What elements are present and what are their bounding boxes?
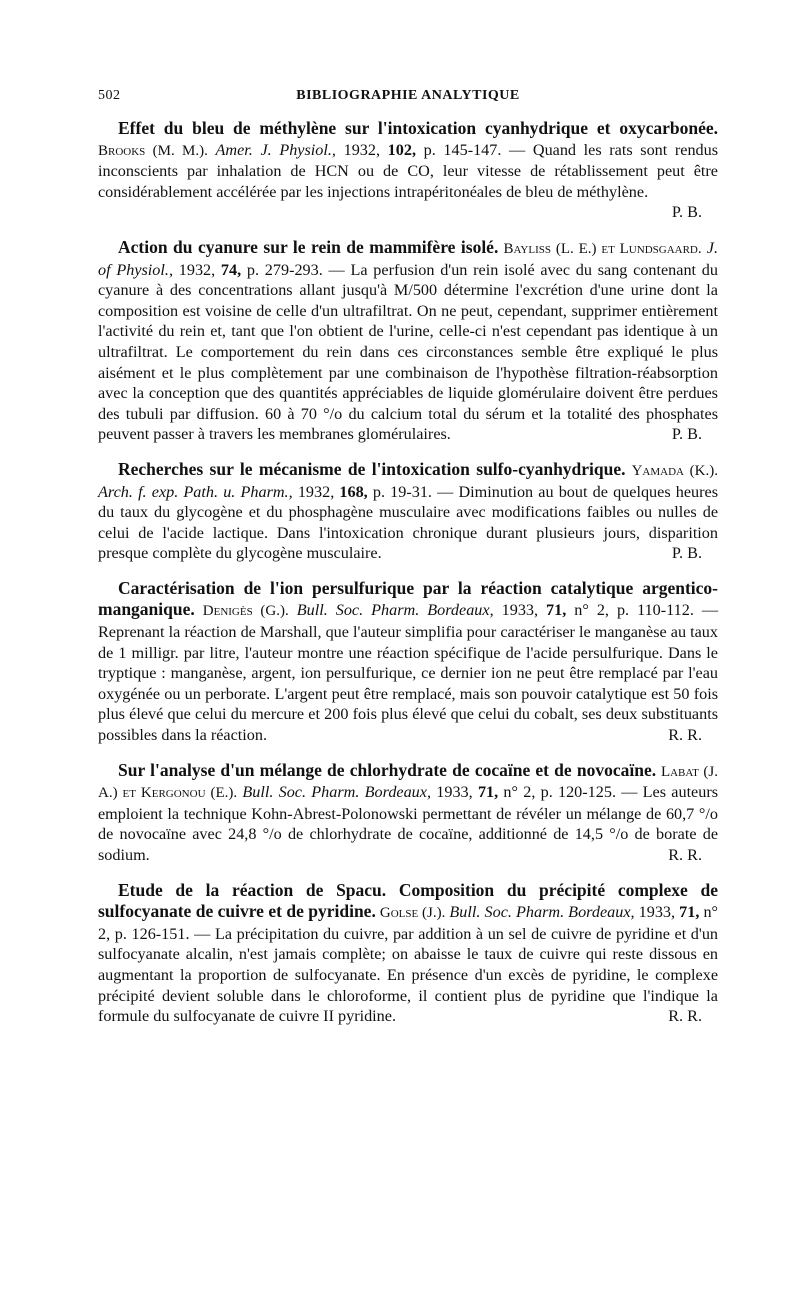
entry-year: 1933, <box>436 783 473 802</box>
entry-authors: Brooks (M. M.). <box>98 142 208 159</box>
entry-pages: n° 2, p. 120-125. — <box>503 783 638 802</box>
entry-signature: P. B. <box>671 425 702 444</box>
entry-pages: n° 2, p. 126-151. — <box>98 903 719 943</box>
entries-list <box>98 118 718 1027</box>
page <box>98 88 718 1027</box>
bibliography-entry <box>98 760 718 866</box>
entry-authors: Yamada (K.). <box>631 462 719 479</box>
entry-volume: 74, <box>220 260 242 279</box>
entry-volume: 71, <box>546 601 567 620</box>
entry-pages: p. 145-147. — <box>423 140 526 159</box>
entry-title: Sur l'analyse d'un mélange de chlorhydrate de cocaïne et de novocaïne. <box>118 759 657 780</box>
running-title: BIBLIOGRAPHIE ANALYTIQUE <box>296 88 520 103</box>
entry-year: 1933, <box>501 601 539 620</box>
entry-title: Etude de la réaction de Spacu. Composition du précipité complexe de sulfocyanate de cuivre et de pyridine. <box>98 879 718 922</box>
entry-journal: Bull. Soc. Pharm. Bordeaux, <box>242 783 432 802</box>
entry-title: Caractérisation de l'ion persulfurique par la réaction catalytique argentico-manganique. <box>98 577 718 620</box>
bibliography-entry <box>98 880 718 1027</box>
entry-journal: J. of Physiol., <box>98 238 719 279</box>
bibliography-entry <box>98 237 718 445</box>
entry-pages: n° 2, p. 110-112. — <box>574 601 719 620</box>
entry-authors: Denigès (G.). <box>202 603 289 620</box>
entry-abstract: Les auteurs emploient la technique Kohn-Abrest-Polonowski permettant de révéler un mélange de 60,7 °/o de novocaïne avec 24,8 °/o de chlorhydrate de cocaïne, additionné de 14,5 °/o de borate de sodium. <box>98 783 719 864</box>
entry-authors: Golse (J.). <box>379 905 446 922</box>
page-number: 502 <box>98 88 121 103</box>
entry-signature: P. B. <box>671 544 702 563</box>
entry-volume: 71, <box>679 903 700 922</box>
bibliography-entry <box>98 578 718 746</box>
bibliography-entry <box>98 118 718 223</box>
entry-title: Recherches sur le mécanisme de l'intoxication sulfo-cyanhydrique. <box>118 458 626 479</box>
entry-journal: Arch. f. exp. Path. u. Pharm., <box>98 482 293 501</box>
entry-abstract: Quand les rats sont rendus inconscients par inhalation de HCN ou de CO, leur vitesse de rétablissement peut être considérablement accélérée par les injections intrapéritonéales de bleu de méthylène. <box>98 140 719 201</box>
entry-title: Action du cyanure sur le rein de mammifère isolé. <box>118 236 499 257</box>
page-header <box>98 88 718 110</box>
entry-volume: 71, <box>477 783 499 802</box>
entry-authors: Bayliss (L. E.) et Lundsgaard. <box>503 240 702 257</box>
bibliography-entry <box>98 459 718 564</box>
entry-journal: Amer. J. Physiol., <box>215 140 336 159</box>
entry-abstract: La perfusion d'un rein isolé avec du sang contenant du cyanure à des concentrations allant jusqu'à M/500 détermine l'excrétion d'une urine dont la composition est voisine de celle d'un ultrafiltrat. On ne peut, cependant, supprimer entièrement l'activité du rein et, tant que l'on obtient de l'urine, celle-ci n'est cependant pas identique à un ultrafiltrat. Le comportement du rein dans ces circonstances semble être expliqué le plus aisément et le plus complètement par une combinaison de l'hypothèse filtration-réabsorption avec la conception que des quantités appréciables de liquide glomérulaire doivent être perdues des tubuli par diffusion. 60 à 70 °/o du calcium total du sérum et la totalité des phosphates peuvent passer à travers les membranes glomérulaires. <box>98 260 718 444</box>
entry-signature: R. R. <box>668 846 702 864</box>
entry-abstract: Reprenant la réaction de Marshall, que l'auteur simplifia pour caractériser le manganèse au taux de 1 milligr. par litre, l'auteur montre une réaction spécifique de l'acide persulfurique. Dans le tryptique : manganèse, argent, ion persulfurique, ce dernier ion ne peut être remplacé par l'eau oxygénée ou un perborate. L'argent peut être remplacé, mais son pouvoir catalytique est 50 fois plus élevé que celui du mercure et 200 fois plus élevé que celui du cobalt, ses deux substituants possibles dans la réaction. <box>98 623 718 745</box>
entry-signature: R. R. <box>668 1007 702 1026</box>
entry-year: 1933, <box>638 903 676 922</box>
entry-year: 1932, <box>297 482 335 501</box>
entry-pages: p. 19-31. — <box>372 482 454 501</box>
entry-volume: 102, <box>387 140 416 159</box>
entry-pages: p. 279-293. — <box>246 260 345 279</box>
entry-year: 1932, <box>178 260 216 279</box>
entry-year: 1932, <box>343 140 381 159</box>
entry-journal: Bull. Soc. Pharm. Bordeaux, <box>296 601 494 620</box>
entry-volume: 168, <box>339 482 368 501</box>
entry-journal: Bull. Soc. Pharm. Bordeaux, <box>449 903 635 922</box>
entry-title: Effet du bleu de méthylène sur l'intoxication cyanhydrique et oxycarbonée. <box>118 118 718 138</box>
entry-signature: R. R. <box>668 726 702 745</box>
entry-abstract: Diminution au bout de quelques heures du taux du glycogène et du phosphagène musculaire avec modifications faibles ou nulles de celui de l'acide lactique. Dans l'intoxication chronique durant plusieurs jours, disparition presque complète du glycogène musculaire. <box>98 482 719 563</box>
entry-signature: P. B. <box>671 203 702 222</box>
entry-abstract: La précipitation du cuivre, par addition à un sel de cuivre de pyridine et d'un sulfocyanate alcalin, n'est jamais complète; on abaisse le taux de cuivre qui reste dissous en augmentant la proportion de sulfocyanate. En présence d'un excès de pyridine, le complexe précipité devient soluble dans le chloroforme, il contient plus de pyridine que l'indique la formule du sulfocyanate de cuivre II pyridine. <box>98 924 719 1026</box>
entry-authors: Labat (J. A.) et Kergonou (E.). <box>98 763 718 802</box>
